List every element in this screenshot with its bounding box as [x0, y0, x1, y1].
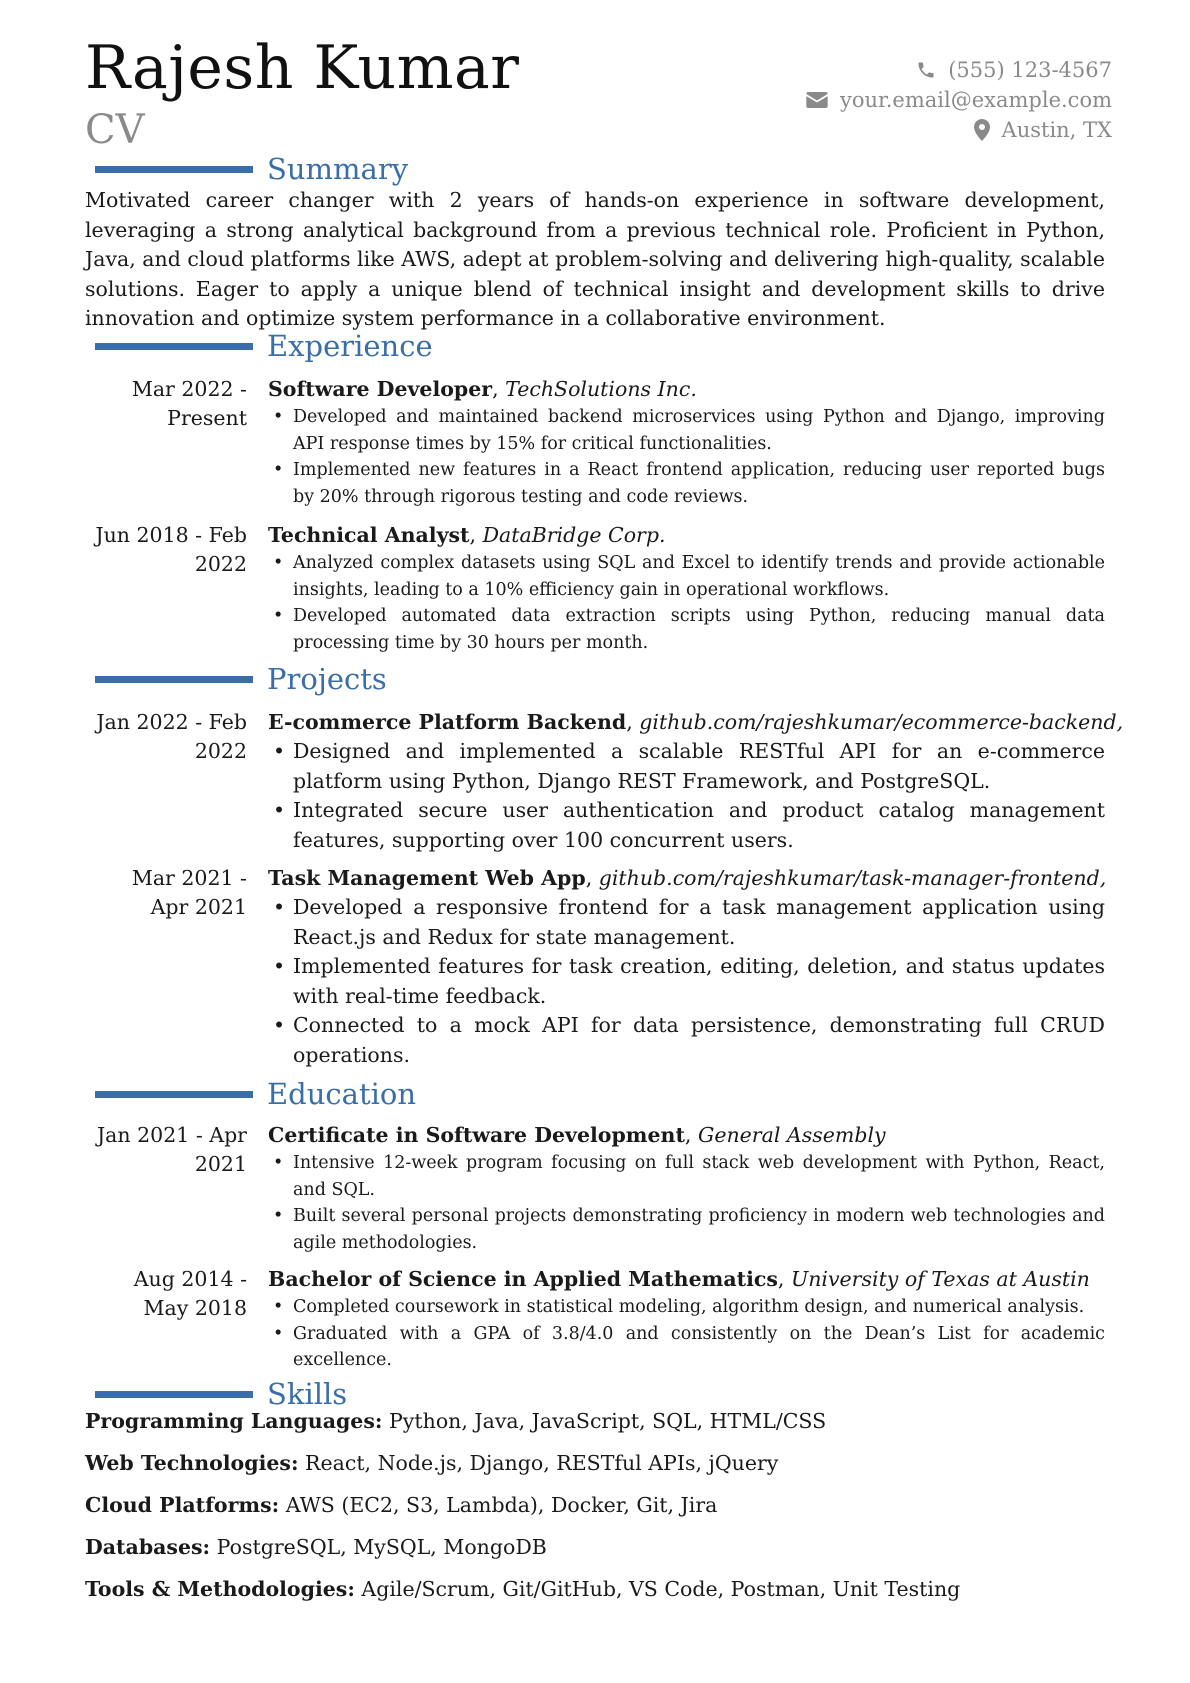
skills-heading: [95, 1377, 348, 1411]
bullet-list: [268, 404, 1105, 510]
skill-category: Web Technologies:: [85, 1451, 299, 1475]
entry-body: [268, 521, 1105, 656]
section-accent-bar: [95, 343, 253, 350]
date-end: May 2018: [143, 1296, 247, 1320]
date-start: Mar 2021 -: [131, 866, 247, 890]
institution: General Assembly: [697, 1123, 886, 1147]
entry-date: [85, 1265, 247, 1323]
role-title: Software Developer: [268, 377, 493, 401]
institution: University of Texas at Austin: [790, 1267, 1090, 1291]
location-pin-icon: [974, 119, 990, 141]
skill-category: Programming Languages:: [85, 1409, 383, 1433]
project-title: Task Management Web App: [268, 866, 586, 890]
contact-block: [806, 55, 1112, 145]
section-title: Skills: [267, 1377, 348, 1411]
skill-category: Cloud Platforms:: [85, 1493, 280, 1517]
candidate-name: Rajesh Kumar: [85, 33, 520, 103]
entry-date: [85, 864, 247, 922]
date-end: 2022: [194, 739, 247, 763]
organization: DataBridge Corp.: [482, 523, 666, 547]
project-title: E-commerce Platform Backend: [268, 710, 627, 734]
skill-category: Databases:: [85, 1535, 211, 1559]
location-text: Austin, TX: [1001, 118, 1112, 142]
degree-title: Certificate in Software Development: [268, 1123, 685, 1147]
skill-values: Python, Java, JavaScript, SQL, HTML/CSS: [389, 1409, 827, 1433]
project-link: github.com/rajeshkumar/ecommerce-backend,: [639, 710, 1124, 734]
entry-body: [268, 708, 1124, 855]
entry-date: [85, 1121, 247, 1179]
entry-body: [268, 1265, 1105, 1374]
date-end: Apr 2021: [150, 895, 247, 919]
section-title: Projects: [267, 662, 387, 696]
date-start: Jan 2021 - Apr: [96, 1123, 247, 1147]
phone-number: (555) 123-4567: [948, 58, 1112, 82]
education-heading: [95, 1077, 417, 1111]
entry-heading: Task Management Web App, github.com/rajeshkumar/task-manager-frontend,: [268, 866, 1107, 890]
bullet-list: [268, 893, 1105, 1070]
entry-heading: Certificate in Software Development, General Assembly: [268, 1123, 886, 1147]
date-end: 2022: [194, 552, 247, 576]
contact-location: [806, 115, 1112, 145]
bullet-item: • Implemented features for task creation, editing, deletion, and status updates with real-time feedback.: [268, 952, 1105, 1011]
section-title: Education: [267, 1077, 417, 1111]
bullet-list: [268, 550, 1105, 656]
section-title: Experience: [267, 329, 433, 363]
document-subtitle: CV: [85, 107, 145, 153]
email-address: your.email@example.com: [839, 88, 1112, 112]
entry-date: [85, 708, 247, 766]
date-start: Jan 2022 - Feb: [96, 710, 247, 734]
skill-category: Tools & Methodologies:: [85, 1577, 355, 1601]
entry-heading: Software Developer, TechSolutions Inc.: [268, 377, 697, 401]
bullet-list: [268, 737, 1105, 855]
entry-body: [268, 375, 1105, 510]
phone-icon: [916, 60, 936, 80]
bullet-item: • Intensive 12-week program focusing on full stack web development with Python, React, and SQL.: [268, 1150, 1105, 1203]
bullet-item: • Implemented new features in a React frontend application, reducing user reported bugs by 20% through rigorous testing and code reviews.: [268, 457, 1105, 510]
organization: TechSolutions Inc.: [505, 377, 697, 401]
entry-body: [268, 1121, 1105, 1256]
summary-heading: [95, 152, 409, 186]
section-title: Summary: [267, 152, 409, 186]
experience-heading: [95, 329, 433, 363]
degree-title: Bachelor of Science in Applied Mathematics: [268, 1267, 778, 1291]
bullet-item: • Built several personal projects demonstrating proficiency in modern web technologies and agile methodologies.: [268, 1203, 1105, 1256]
bullet-item: • Developed automated data extraction scripts using Python, reducing manual data processing time by 30 hours per month.: [268, 603, 1105, 656]
entry-heading: E-commerce Platform Backend, github.com/rajeshkumar/ecommerce-backend,: [268, 710, 1124, 734]
skill-values: React, Node.js, Django, RESTful APIs, jQuery: [305, 1451, 779, 1475]
envelope-icon: [806, 92, 828, 108]
bullet-list: [268, 1150, 1105, 1256]
section-accent-bar: [95, 166, 253, 173]
role-title: Technical Analyst: [268, 523, 470, 547]
date-start: Mar 2022 -: [131, 377, 247, 401]
bullet-item: • Integrated secure user authentication and product catalog management features, supporting over 100 concurrent users.: [268, 796, 1105, 855]
date-end: Present: [167, 406, 247, 430]
bullet-item: • Developed a responsive frontend for a task management application using React.js and Redux for state management.: [268, 893, 1105, 952]
bullet-item: • Designed and implemented a scalable RESTful API for an e-commerce platform using Python, Django REST Framework, and PostgreSQL.: [268, 737, 1105, 796]
skill-row: [85, 1449, 1105, 1491]
skill-values: Agile/Scrum, Git/GitHub, VS Code, Postman, Unit Testing: [361, 1577, 961, 1601]
skills-list: [85, 1407, 1105, 1617]
project-link: github.com/rajeshkumar/task-manager-frontend,: [598, 866, 1107, 890]
contact-phone: [806, 55, 1112, 85]
section-accent-bar: [95, 676, 253, 683]
skill-row: [85, 1575, 1105, 1617]
date-start: Aug 2014 -: [133, 1267, 247, 1291]
date-end: 2021: [194, 1152, 247, 1176]
bullet-item: • Analyzed complex datasets using SQL and Excel to identify trends and provide actionable insights, leading to a 10% efficiency gain in operational workflows.: [268, 550, 1105, 603]
bullet-item: • Graduated with a GPA of 3.8/4.0 and consistently on the Dean’s List for academic excellence.: [268, 1321, 1105, 1374]
skill-values: AWS (EC2, S3, Lambda), Docker, Git, Jira: [285, 1493, 718, 1517]
contact-email: [806, 85, 1112, 115]
summary-text: Motivated career changer with 2 years of hands-on experience in software development, leveraging a strong analytical background from a previous technical role. Proficient in Python, Java, and cloud platforms like AWS, adept at problem-solving and delivering high-quality, scalable solutions. Eager to apply a unique blend of technical insight and development skills to drive innovation and optimize system performance in a collaborative environment.: [85, 188, 1105, 330]
section-accent-bar: [95, 1391, 253, 1398]
skill-row: [85, 1407, 1105, 1449]
skill-row: [85, 1533, 1105, 1575]
projects-heading: [95, 662, 387, 696]
skill-values: PostgreSQL, MySQL, MongoDB: [216, 1535, 547, 1559]
entry-heading: Bachelor of Science in Applied Mathematics, University of Texas at Austin: [268, 1267, 1090, 1291]
date-start: Jun 2018 - Feb: [95, 523, 247, 547]
bullet-item: • Developed and maintained backend microservices using Python and Django, improving API response times by 15% for critical functionalities.: [268, 404, 1105, 457]
skill-row: [85, 1491, 1105, 1533]
bullet-list: [268, 1294, 1105, 1374]
bullet-item: • Connected to a mock API for data persistence, demonstrating full CRUD operations.: [268, 1011, 1105, 1070]
entry-date: [85, 375, 247, 433]
entry-body: [268, 864, 1105, 1070]
entry-date: [85, 521, 247, 579]
bullet-item: • Completed coursework in statistical modeling, algorithm design, and numerical analysis.: [268, 1294, 1105, 1321]
section-accent-bar: [95, 1091, 253, 1098]
entry-heading: Technical Analyst, DataBridge Corp.: [268, 523, 666, 547]
